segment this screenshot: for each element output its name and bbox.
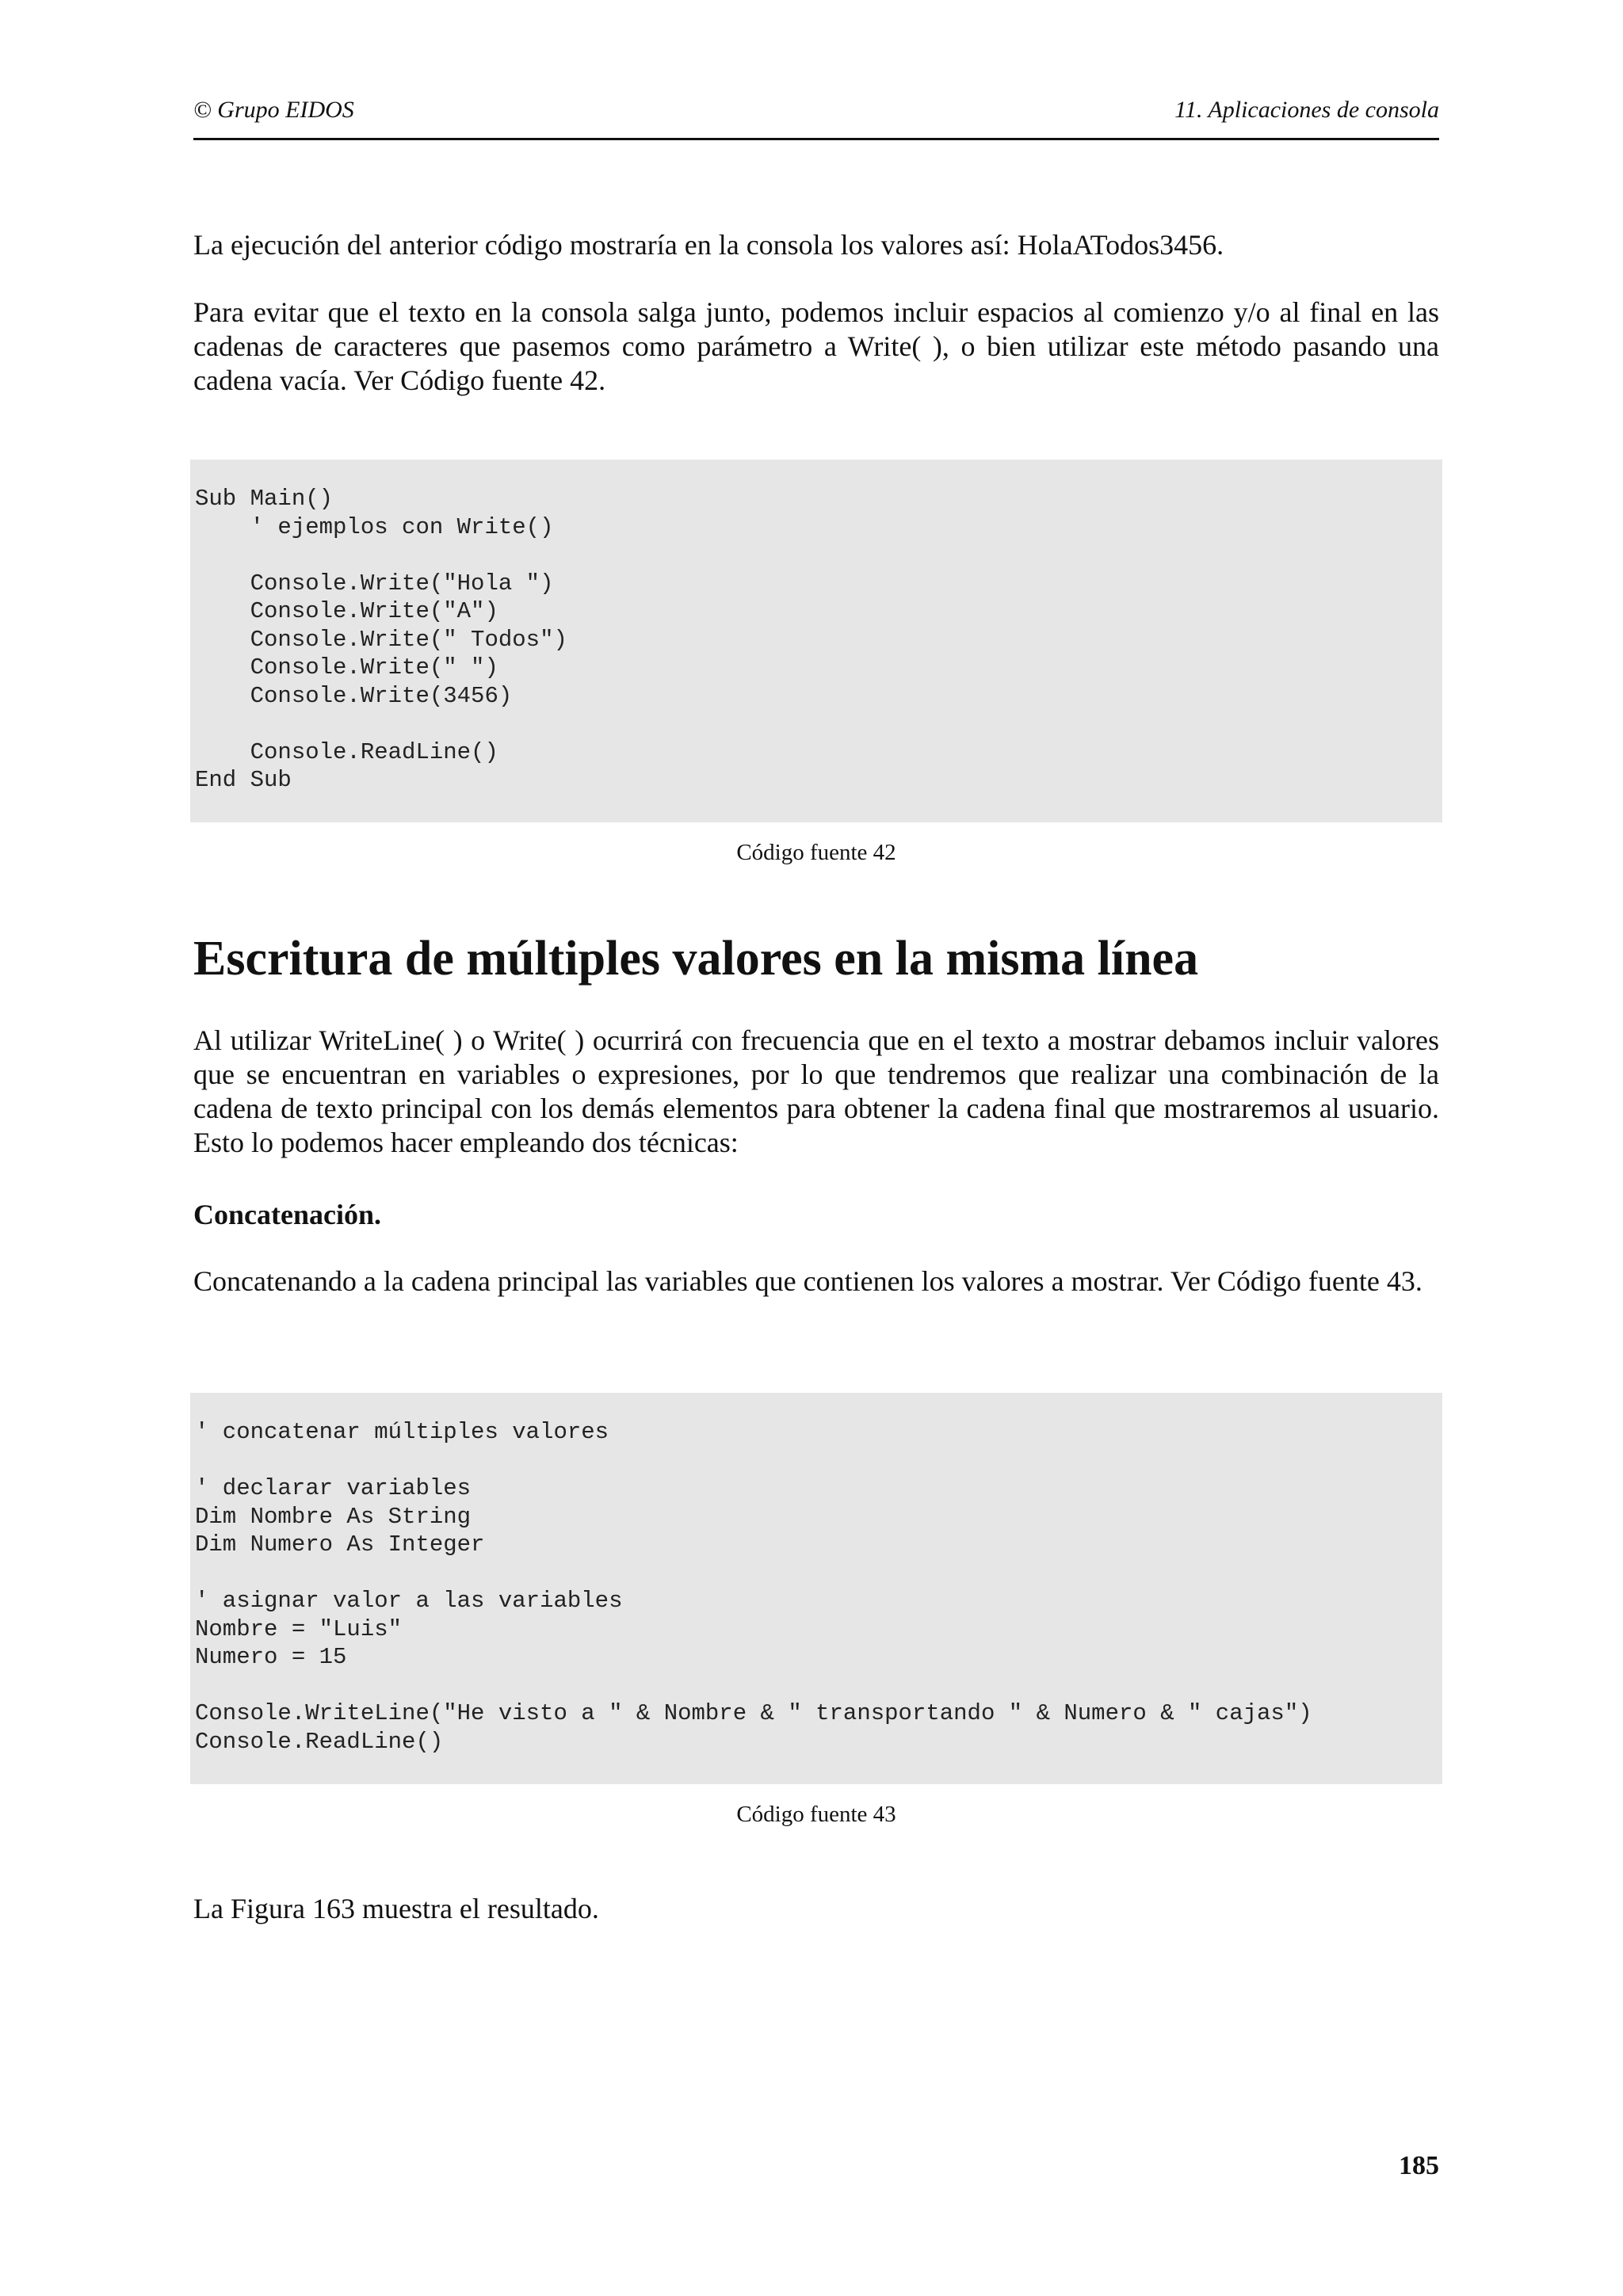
header-divider — [193, 138, 1439, 140]
code-listing-43 — [190, 1393, 1442, 1784]
paragraph-spacing-advice: Para evitar que el texto en la consola salga junto, podemos incluir espacios al comienzo y/o al final en las cadenas de caracteres que pasemos como parámetro a Write( ), o bien utilizar este método pasando una cadena vacía. Ver Código fuente 42. — [193, 296, 1439, 396]
paragraph-concatenation: Concatenando a la cadena principal las variables que contienen los valores a mostrar. Ver Código fuente 43. — [193, 1265, 1423, 1297]
code-caption-42: Código fuente 42 — [736, 840, 896, 865]
subheading-concatenation: Concatenación. — [193, 1199, 381, 1230]
code-listing-42 — [190, 460, 1442, 822]
code-caption-43: Código fuente 43 — [736, 1802, 896, 1827]
paragraph-figure-reference: La Figura 163 muestra el resultado. — [193, 1893, 599, 1924]
paragraph-introduction: Al utilizar WriteLine( ) o Write( ) ocurrirá con frecuencia que en el texto a mostrar debamos incluir valores que se encuentran en variables o expresiones, por lo que tendremos que realizar una combinación de la cadena de texto principal con los demás elementos para obtener la cadena final que mostraremos al usuario. Esto lo podemos hacer empleando dos técnicas: — [193, 1024, 1439, 1158]
running-header-right: 11. Aplicaciones de consola — [1174, 97, 1439, 123]
code-listing-43-text: ' concatenar múltiples valores ' declarar variables Dim Nombre As String Dim Numero As Integer ' asignar valor a las variables Nombre = "Luis" Numero = 15 Console.WriteLine("He visto a " & Nombre & " transportando " & Numero & " cajas") Console.ReadLine() — [195, 1419, 1312, 1755]
section-title: Escritura de múltiples valores en la misma línea — [193, 932, 1199, 986]
running-header-left: © Grupo EIDOS — [193, 97, 354, 123]
code-listing-42-text: Sub Main() ' ejemplos con Write() Console.Write("Hola ") Console.Write("A") Console.Write(" Todos") Console.Write(" ") Console.Write(3456) Console.ReadLine() End Sub — [195, 486, 567, 793]
paragraph-execution-result: La ejecución del anterior código mostraría en la consola los valores así: HolaATodos3456. — [193, 229, 1224, 261]
page-number: 185 — [1399, 2151, 1439, 2180]
